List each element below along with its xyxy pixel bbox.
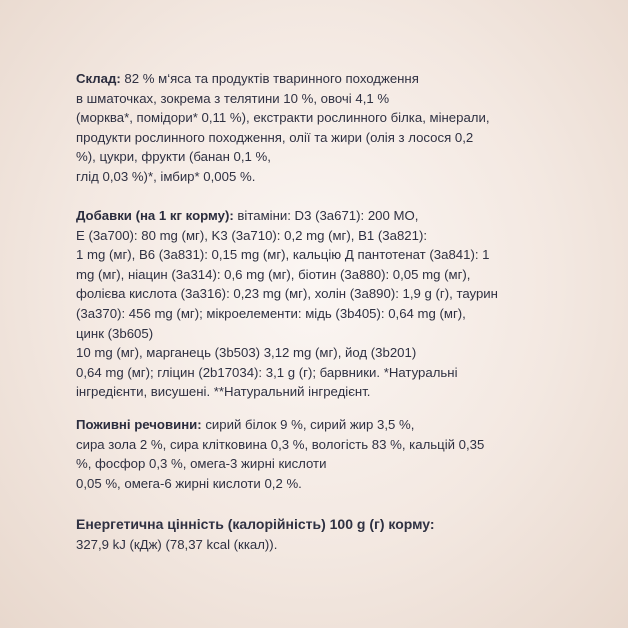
energy-line: 327,9 kJ (кДж) (78,37 kcal (ккал)).	[76, 536, 278, 552]
additives-line: фолієва кислота (3a316): 0,23 mg (мг), холін (3a890): 1,9 g (г), таурин	[76, 286, 498, 302]
additives-line: цинк (3b605)	[76, 325, 154, 341]
additives-heading: Добавки (на 1 кг корму):	[76, 208, 234, 223]
energy-heading: Енергетична цінність (калорійність) 100 g (г) корму:	[76, 516, 435, 532]
additives-line: 10 mg (мг), марганець (3b503) 3,12 mg (мг), йод (3b201)	[76, 345, 417, 361]
energy-section	[76, 515, 576, 554]
composition-line: %), цукри, фрукти (банан 0,1 %,	[76, 149, 271, 165]
composition-text: 82 % м‘яса та продуктів тваринного походження	[120, 71, 419, 86]
additives-line-1	[76, 206, 576, 226]
additives-text: вітаміни: D3 (3a671): 200 МО,	[233, 208, 419, 223]
composition-line: глід 0,03 %)*, імбир* 0,005 %.	[76, 168, 256, 184]
additives-line: інгредієнти, висушені. **Натуральний інгредієнт.	[76, 384, 371, 400]
composition-heading: Склад:	[76, 71, 121, 86]
composition-line: продукти рослинного походження, олії та жири (олія з лосося 0,2	[76, 129, 474, 145]
additives-line: mg (мг), ніацин (3a314): 0,6 mg (мг), біотин (3a880): 0,05 mg (мг),	[76, 266, 471, 282]
nutrients-section	[76, 415, 576, 493]
composition-line: (морква*, помідори* 0,11 %), екстракти рослинного білка, мінерали,	[76, 110, 490, 126]
additives-section	[76, 206, 576, 402]
nutrients-line: 0,05 %, омега-6 жирні кислоти 0,2 %.	[76, 475, 302, 491]
nutrients-line: %, фосфор 0,3 %, омега-3 жирні кислоти	[76, 456, 327, 472]
nutrients-heading: Поживні речовини:	[76, 417, 202, 432]
additives-line: 0,64 mg (мг); гліцин (2b17034): 3,1 g (г); барвники. *Натуральні	[76, 364, 458, 380]
composition-line-1	[76, 69, 576, 89]
nutrients-line-1	[76, 415, 576, 435]
nutrients-line: сира зола 2 %, сира клітковина 0,3 %, вологість 83 %, кальцій 0,35	[76, 436, 485, 452]
composition-line: в шматочках, зокрема з телятини 10 %, овочі 4,1 %	[76, 90, 390, 106]
composition-section	[76, 69, 576, 187]
nutrients-text: сирий білок 9 %, сирий жир 3,5 %,	[201, 417, 415, 432]
additives-line: E (3a700): 80 mg (мг), K3 (3a710): 0,2 mg (мг), B1 (3a821):	[76, 227, 428, 243]
additives-line: (3a370): 456 mg (мг); мікроелементи: мідь (3b405): 0,64 mg (мг),	[76, 305, 466, 321]
additives-line: 1 mg (мг), B6 (3a831): 0,15 mg (мг), кальцію Д пантотенат (3a841): 1	[76, 247, 490, 263]
